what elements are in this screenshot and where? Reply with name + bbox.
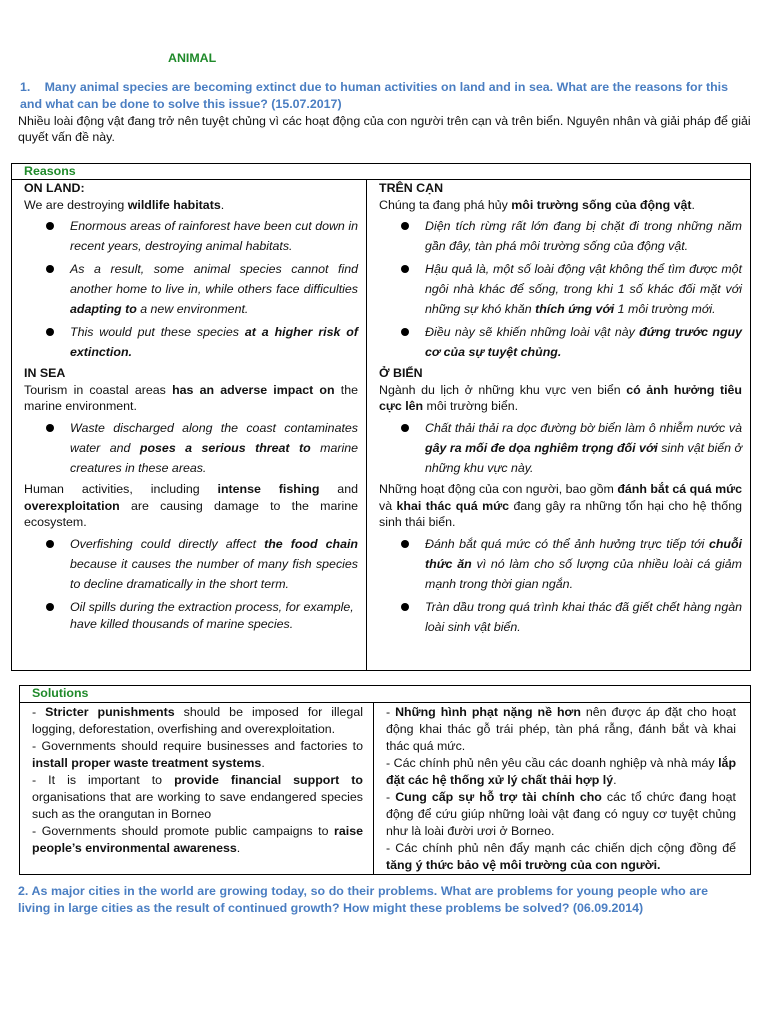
list-item: Chất thải thải ra dọc đường bờ biển làm ô nhiễm nước và gây ra mối đe dọa nghiêm trọng đối với sinh vật biển ở những khu vực này. — [379, 418, 742, 478]
question-2 — [18, 883, 708, 917]
paragraph: Tourism in coastal areas has an adverse impact on the marine environment. — [24, 382, 358, 414]
solutions-english-column — [20, 703, 374, 875]
section-heading: IN SEA — [24, 366, 66, 381]
solution-item: - It is important to provide financial support to organisations that are working to save endangered species such as the orangutan in Borneo — [32, 773, 364, 821]
list-item: Overfishing could directly affect the food chain because it causes the number of many fish species to decline dramatically in the short term. — [24, 534, 358, 594]
paragraph: We are destroying wildlife habitats. — [24, 197, 225, 212]
bullet-list — [24, 216, 358, 362]
paragraph: Ngành du lịch ở những khu vực ven biển có ảnh hưởng tiêu cực lên môi trường biển. — [379, 382, 742, 414]
reasons-header: Reasons — [12, 164, 751, 180]
question-text: As major cities in the world are growing today, so do their problems. What are problems for young people who are living in large cities as the result of continued growth? How might these problems be solved? (06.09.2014) — [18, 884, 708, 915]
bullet-icon — [46, 424, 54, 432]
solutions-header: Solutions — [20, 686, 751, 703]
reasons-english-column — [12, 180, 367, 671]
paragraph: have killed thousands of marine species. — [70, 616, 294, 631]
list-item: Tràn dầu trong quá trình khai thác đã giết chết hàng ngàn loài sinh vật biển. — [379, 597, 742, 637]
list-item: Diện tích rừng rất lớn đang bị chặt đi trong những năm gần đây, tàn phá môi trường sống của động vật. — [379, 216, 742, 256]
bullet-icon — [46, 222, 54, 230]
list-item: Enormous areas of rainforest have been cut down in recent years, destroying animal habitats. — [24, 216, 358, 256]
solution-item: - Các chính phủ nên đẩy mạnh các chiến dịch cộng đồng để tăng ý thức bảo vệ môi trường của con người. — [386, 841, 737, 872]
list-item: This would put these species at a higher risk of extinction. — [24, 322, 358, 362]
bullet-list — [379, 418, 742, 478]
bullet-icon — [401, 424, 409, 432]
paragraph: Những hoạt động của con người, bao gồm đánh bắt cá quá mức và khai thác quá mức đang gây ra những tổn hại cho hệ thống sinh thái biển. — [379, 481, 742, 530]
solution-item: - Stricter punishments should be imposed for illegal logging, deforestation, overfishing and overexploitation. — [32, 705, 363, 736]
section-heading: Ở BIỂN — [379, 366, 423, 381]
reasons-vietnamese-column — [367, 180, 751, 671]
question-text: Many animal species are becoming extinct due to human activities on land and in sea. What are the reasons for this and what can be done to solve this issue? (15.07.2017) — [20, 80, 728, 111]
list-item: Đánh bắt quá mức có thể ảnh hưởng trực tiếp tới chuỗi thức ăn vì nó làm cho số lượng của nhiều loài cá giảm mạnh trong thời gian ngắn. — [379, 534, 742, 594]
solutions-vietnamese-column — [374, 703, 751, 875]
bullet-icon — [46, 265, 54, 273]
bullet-icon — [401, 328, 409, 336]
question-1 — [20, 79, 728, 113]
bullet-list — [379, 534, 742, 637]
bullet-icon — [46, 603, 54, 611]
document-title: ANIMAL — [168, 51, 217, 65]
bullet-icon — [46, 540, 54, 548]
question-number: 1. — [20, 80, 31, 94]
section-heading: TRÊN CẠN — [379, 181, 444, 195]
bullet-icon — [401, 603, 409, 611]
paragraph: Human activities, including intense fishing and overexploitation are causing damage to the marine ecosystem. — [24, 481, 358, 530]
list-item: Điều này sẽ khiến những loài vật này đứng trước nguy cơ của sự tuyệt chủng. — [379, 322, 742, 362]
solution-item: - Cung cấp sự hỗ trợ tài chính cho các tổ chức đang hoạt động để cứu giúp những loài vật đang có nguy cơ tuyệt chủng như là loài đười ươi ở Borneo. — [386, 790, 737, 838]
paragraph: Chúng ta đang phá hủy môi trường sống của động vật. — [379, 197, 695, 212]
solution-item: - Các chính phủ nên yêu cầu các doanh nghiệp và nhà máy lắp đặt các hệ thống xử lý chất thải hợp lý. — [386, 756, 737, 787]
solutions-table — [19, 685, 751, 875]
bullet-list — [379, 216, 742, 362]
list-item: Oil spills during the extraction process, for example, — [24, 597, 358, 617]
bullet-icon — [46, 328, 54, 336]
solution-item: - Governments should require businesses and factories to install proper waste treatment systems. — [32, 739, 363, 770]
bullet-icon — [401, 540, 409, 548]
reasons-table — [11, 163, 751, 671]
bullet-list — [24, 418, 358, 478]
list-item: Waste discharged along the coast contaminates water and poses a serious threat to marine creatures in these areas. — [24, 418, 358, 478]
bullet-list — [24, 534, 358, 617]
section-heading: ON LAND: — [24, 181, 85, 195]
list-item: As a result, some animal species cannot find another home to live in, while others face difficulties adapting to a new environment. — [24, 259, 358, 319]
list-item: Hậu quả là, một số loài động vật không thể tìm được một ngôi nhà khác để sống, trong khi 1 số khác đối mặt với những sự khó khăn thích ứng với 1 môi trường mới. — [379, 259, 742, 319]
solution-item: - Governments should promote public campaigns to raise people’s environmental awareness. — [32, 824, 363, 855]
bullet-icon — [401, 265, 409, 273]
bullet-icon — [401, 222, 409, 230]
solution-item: - Những hình phạt nặng nề hơn nên được áp đặt cho hoạt động khai thác gỗ trái phép, tàn phá rẫng, đánh bắt và khai thác quá mức. — [386, 705, 737, 753]
question-1-translation: Nhiều loài động vật đang trở nên tuyệt chủng vì các hoạt động của con người trên cạn và trên biển. Nguyên nhân và giải pháp để giải quyết vấn đề này. — [18, 114, 751, 144]
question-number: 2. — [18, 884, 29, 898]
